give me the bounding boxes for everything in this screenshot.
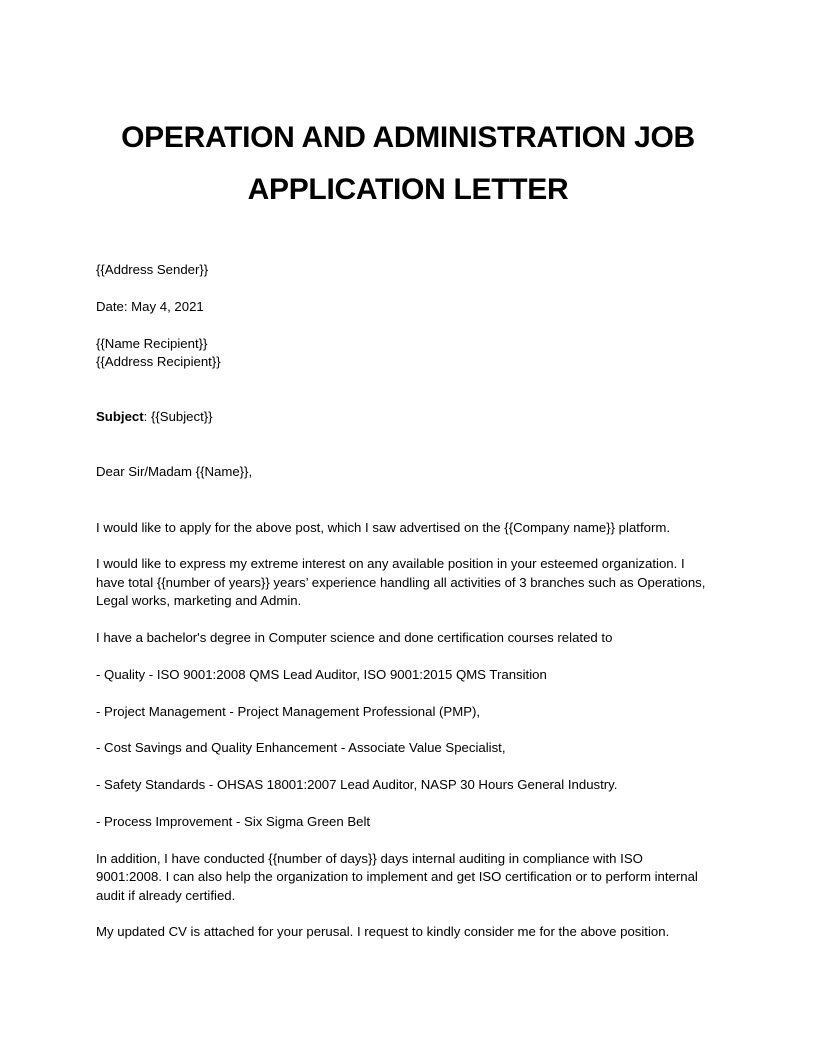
list-item: - Quality - ISO 9001:2008 QMS Lead Auditor, ISO 9001:2015 QMS Transition (96, 666, 547, 682)
recipient-block (96, 335, 728, 372)
salutation: Dear Sir/Madam {{Name}}, (96, 464, 253, 480)
paragraph-intro: I would like to apply for the above post, which I saw advertised on the {{Company name}} platform. (96, 519, 670, 535)
subject-value: : {{Subject}} (143, 409, 213, 425)
letter-body (96, 261, 728, 942)
list-item: - Project Management - Project Management Professional (PMP), (96, 703, 481, 719)
letter-date: Date: May 4, 2021 (96, 298, 204, 314)
paragraph-line: In addition, I have conducted {{number of days}} days internal auditing in compliance with ISO (96, 850, 643, 866)
title-line-2: APPLICATION LETTER (247, 173, 569, 206)
subject-line (96, 408, 728, 426)
recipient-address: {{Address Recipient}} (96, 354, 221, 369)
subject-label: Subject (96, 409, 144, 425)
paragraph-closing: My updated CV is attached for your perusal. I request to kindly consider me for the above position. (96, 924, 670, 940)
recipient-name: {{Name Recipient}} (96, 335, 208, 351)
sender-address: {{Address Sender}} (96, 262, 209, 277)
list-item: - Safety Standards - OHSAS 18001:2007 Lead Auditor, NASP 30 Hours General Industry. (96, 777, 618, 793)
paragraph-line: have total {{number of years}} years’ experience handling all activities of 3 branches such as Operations, (96, 574, 706, 590)
document-title (60, 112, 756, 216)
paragraph-line: I would like to express my extreme interest on any available position in your esteemed organization. I (96, 556, 685, 572)
list-item: - Process Improvement - Six Sigma Green Belt (96, 814, 371, 829)
paragraph-line: audit if already certified. (96, 887, 236, 903)
paragraph-education: I have a bachelor's degree in Computer science and done certification courses related to (96, 630, 613, 646)
list-item: - Cost Savings and Quality Enhancement - Associate Value Specialist, (96, 740, 506, 756)
title-line-1: OPERATION AND ADMINISTRATION JOB (121, 121, 695, 154)
paragraph-line: 9001:2008. I can also help the organization to implement and get ISO certification or to perform internal (96, 869, 698, 885)
paragraph-auditing (96, 850, 728, 905)
paragraph-interest (96, 555, 728, 610)
paragraph-line: Legal works, marketing and Admin. (96, 593, 302, 609)
